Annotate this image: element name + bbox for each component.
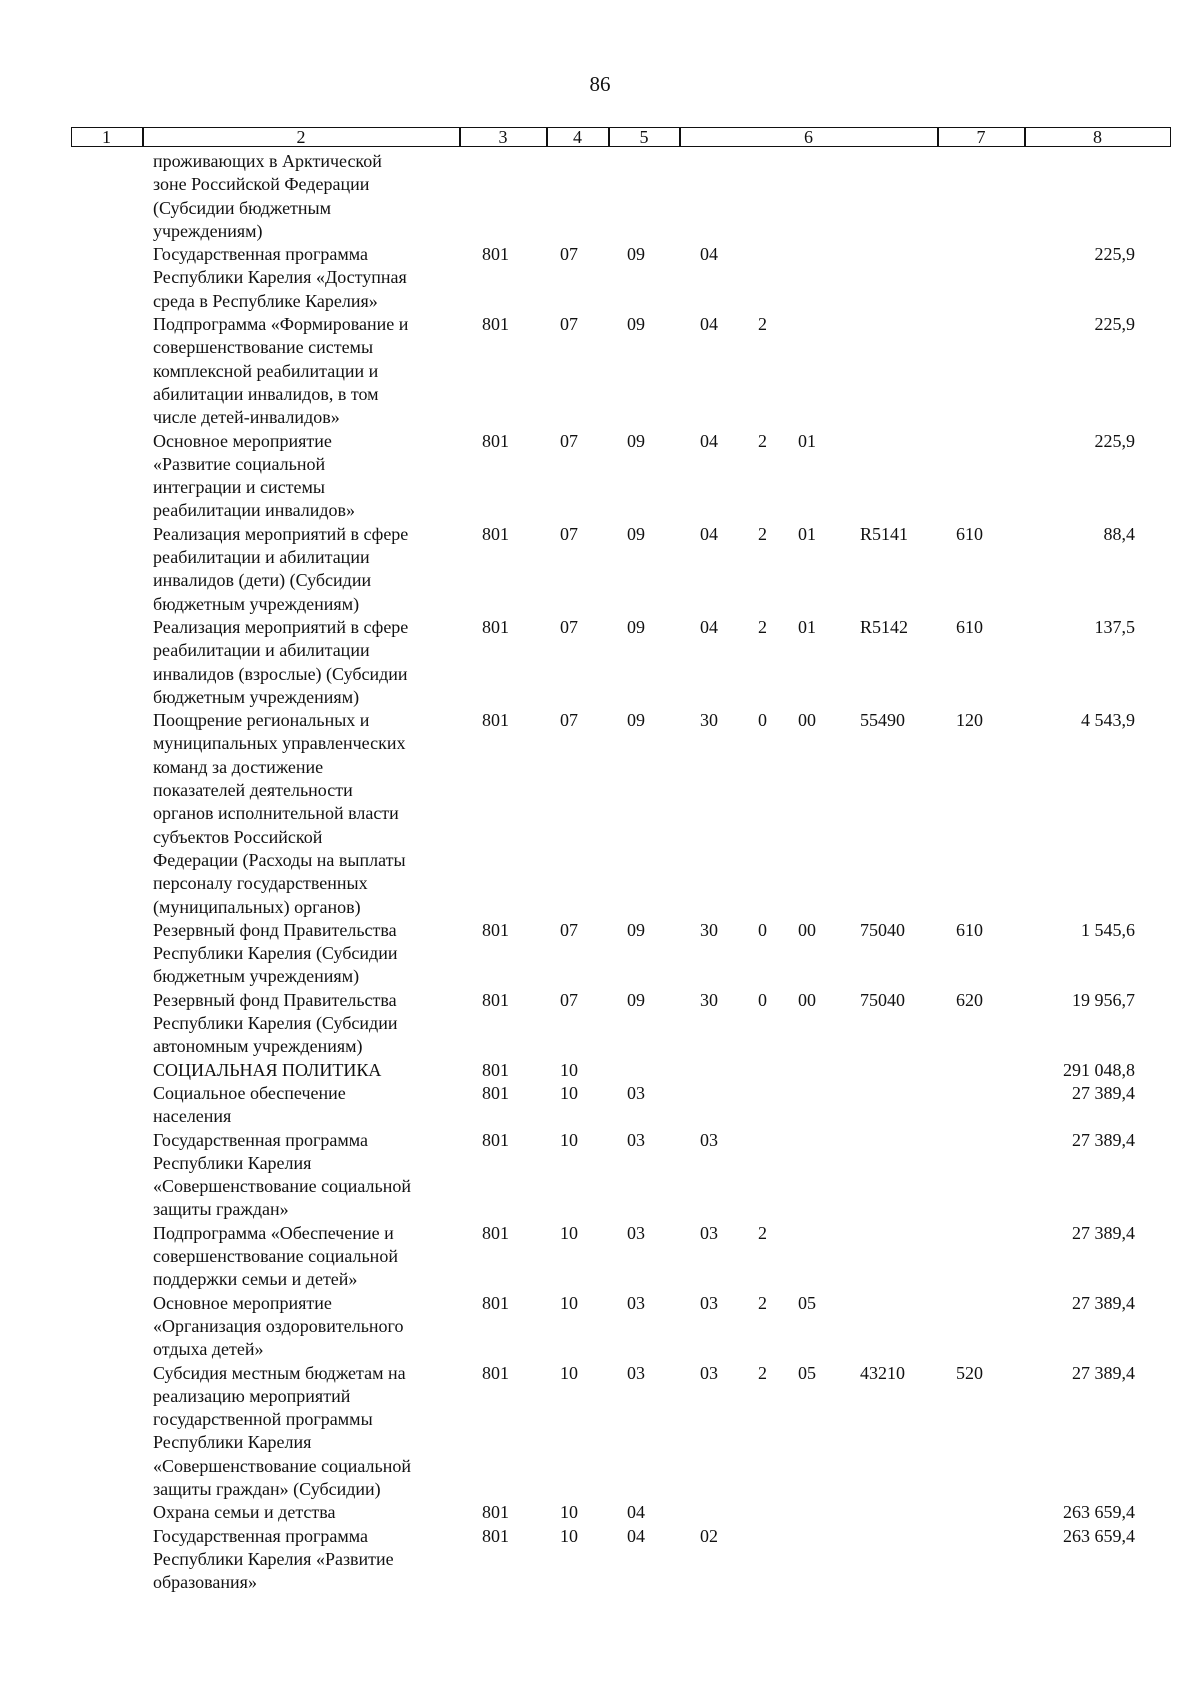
- row-description-line: отдыха детей»: [153, 1339, 264, 1360]
- cell-c6b: 2: [758, 617, 767, 637]
- cell-c3: 801: [482, 1525, 509, 1546]
- cell-c6c: 00: [798, 710, 816, 731]
- cell-c4: 10: [560, 1525, 578, 1546]
- cell-c5: 03: [627, 1292, 645, 1313]
- row-description-line: персоналу государственных: [153, 873, 368, 894]
- row-description-line: показателей деятельности: [153, 780, 353, 801]
- cell-c6d: 75040: [860, 919, 905, 940]
- cell-c6b: 2: [758, 1362, 767, 1383]
- cell-c4: 10: [560, 1362, 578, 1383]
- cell-c8: 225,9: [1094, 244, 1135, 265]
- cell-c8: 19 956,7: [1072, 989, 1135, 1010]
- row-description-line: инвалидов (взрослые) (Субсидии: [153, 663, 408, 684]
- cell-c7: 620: [956, 989, 983, 1010]
- cell-c3: 801: [482, 1059, 509, 1080]
- cell-c5: 09: [627, 244, 645, 265]
- table-header: [72, 127, 1172, 147]
- cell-c3: 801: [482, 1129, 509, 1150]
- cell-c8: 27 389,4: [1072, 1129, 1135, 1150]
- cell-c6a: 02: [700, 1525, 718, 1546]
- row-description-line: «Совершенствование социальной: [153, 1455, 411, 1476]
- cell-c5: 09: [627, 919, 645, 940]
- row-description-line: бюджетным учреждениям): [153, 966, 360, 987]
- row-description: [153, 1129, 453, 1222]
- row-description-line: среда в Республике Карелия»: [153, 290, 378, 311]
- cell-c3: 801: [482, 1222, 509, 1243]
- row-description-line: инвалидов (дети) (Субсидии: [153, 570, 372, 591]
- page-number: 86: [589, 72, 611, 96]
- row-description-line: «Организация оздоровительного: [153, 1315, 404, 1336]
- row-description-line: Реализация мероприятий в сфере: [153, 617, 409, 637]
- cell-c5: 04: [627, 1525, 645, 1546]
- cell-c8: 225,9: [1094, 314, 1135, 335]
- cell-c6b: 0: [758, 919, 767, 940]
- cell-c6a: 04: [700, 314, 718, 335]
- row-description: [153, 430, 453, 523]
- row-description-line: Реализация мероприятий в сфере: [153, 523, 409, 544]
- row-description-line: совершенствование системы: [153, 337, 374, 358]
- cell-c4: 10: [560, 1222, 578, 1243]
- cell-c4: 10: [560, 1502, 578, 1523]
- row-description: [153, 919, 453, 989]
- row-description-line: населения: [153, 1106, 232, 1127]
- row-description: [153, 1292, 453, 1362]
- cell-c7: 520: [956, 1362, 983, 1383]
- row-description: [153, 989, 453, 1059]
- cell-c8: 4 543,9: [1081, 710, 1135, 731]
- row-description-line: бюджетным учреждениям): [153, 593, 360, 614]
- cell-c8: 88,4: [1103, 523, 1135, 544]
- row-description: [153, 709, 453, 919]
- cell-c5: 03: [627, 1083, 645, 1103]
- cell-c6a: 04: [700, 244, 718, 265]
- row-description-line: Поощрение региональных и: [153, 710, 370, 731]
- row-description: [153, 1525, 453, 1595]
- cell-c6c: 00: [798, 919, 816, 940]
- row-description-line: числе детей-инвалидов»: [153, 407, 340, 428]
- cell-c6a: 04: [700, 430, 718, 451]
- row-description-line: абилитации инвалидов, в том: [153, 383, 379, 404]
- cell-c3: 801: [482, 1292, 509, 1313]
- cell-c4: 10: [560, 1129, 578, 1150]
- cell-c3: 801: [482, 523, 509, 544]
- cell-c4: 10: [560, 1059, 578, 1080]
- cell-c8: 27 389,4: [1072, 1292, 1135, 1313]
- cell-c6c: 01: [798, 523, 816, 544]
- header-col-7: 7: [938, 127, 1025, 147]
- cell-c5: 09: [627, 314, 645, 335]
- header-col-3: 3: [460, 127, 547, 147]
- row-description: [153, 243, 453, 313]
- cell-c6d: R5141: [860, 523, 909, 544]
- row-description: [153, 150, 453, 243]
- row-description: [153, 616, 453, 709]
- row-description-line: Государственная программа: [153, 1129, 368, 1150]
- row-description-line: Социальное обеспечение: [153, 1083, 346, 1103]
- row-description: [153, 1362, 453, 1502]
- header-col-8: 8: [1025, 127, 1171, 147]
- row-description-line: зоне Российской Федерации: [153, 174, 370, 195]
- cell-c6c: 05: [798, 1292, 816, 1313]
- cell-c5: 03: [627, 1362, 645, 1383]
- cell-c7: 610: [956, 617, 983, 637]
- cell-c6b: 2: [758, 523, 767, 544]
- cell-c6b: 0: [758, 989, 767, 1010]
- row-description-line: Республики Карелия «Развитие: [153, 1548, 394, 1569]
- row-description-line: учреждениям): [153, 220, 263, 241]
- cell-c3: 801: [482, 314, 509, 335]
- row-description-line: государственной программы: [153, 1409, 373, 1430]
- row-description-line: муниципальных управленческих: [153, 733, 406, 754]
- cell-c8: 137,5: [1094, 617, 1135, 637]
- row-description-line: Подпрограмма «Формирование и: [153, 314, 409, 335]
- row-description-line: защиты граждан» (Субсидии): [153, 1479, 381, 1500]
- cell-c5: 09: [627, 523, 645, 544]
- row-description-line: Республики Карелия «Доступная: [153, 267, 407, 288]
- row-description-line: Республики Карелия (Субсидии: [153, 943, 398, 964]
- cell-c4: 07: [560, 430, 578, 451]
- cell-c5: 09: [627, 710, 645, 731]
- cell-c6a: 04: [700, 617, 718, 637]
- row-description-line: Государственная программа: [153, 1525, 368, 1546]
- row-description-line: Государственная программа: [153, 244, 368, 265]
- row-description: [153, 523, 453, 616]
- row-description-line: интеграции и системы: [153, 477, 325, 498]
- row-description-line: субъектов Российской: [153, 826, 323, 847]
- cell-c6c: 01: [798, 430, 816, 451]
- cell-c3: 801: [482, 989, 509, 1010]
- row-description-line: Резервный фонд Правительства: [153, 919, 397, 940]
- cell-c8: 263 659,4: [1063, 1502, 1135, 1523]
- row-description-line: Резервный фонд Правительства: [153, 989, 397, 1010]
- cell-c3: 801: [482, 919, 509, 940]
- row-description-line: Субсидия местным бюджетам на: [153, 1362, 406, 1383]
- header-col-4: 4: [547, 127, 609, 147]
- row-description-line: реабилитации и абилитации: [153, 547, 370, 568]
- row-description: [153, 313, 453, 429]
- cell-c5: 09: [627, 989, 645, 1010]
- cell-c6a: 03: [700, 1292, 718, 1313]
- cell-c6b: 2: [758, 1292, 767, 1313]
- row-description-line: защиты граждан»: [153, 1199, 289, 1220]
- cell-c3: 801: [482, 710, 509, 731]
- cell-c5: 03: [627, 1129, 645, 1150]
- cell-c6b: 2: [758, 1222, 767, 1243]
- row-description-line: органов исполнительной власти: [153, 803, 399, 824]
- cell-c3: 801: [482, 1083, 509, 1103]
- cell-c6b: 0: [758, 710, 767, 731]
- row-description-line: бюджетным учреждениям): [153, 686, 360, 707]
- cell-c4: 07: [560, 523, 578, 544]
- cell-c6b: 2: [758, 314, 767, 335]
- cell-c6d: R5142: [860, 617, 909, 637]
- row-description-line: образования»: [153, 1572, 257, 1593]
- cell-c6a: 30: [700, 989, 718, 1010]
- cell-c6a: 03: [700, 1362, 718, 1383]
- row-description-line: проживающих в Арктической: [153, 151, 382, 171]
- cell-c7: 610: [956, 523, 983, 544]
- cell-c6c: 01: [798, 617, 816, 637]
- cell-c3: 801: [482, 1502, 509, 1523]
- cell-c4: 07: [560, 919, 578, 940]
- cell-c6a: 03: [700, 1129, 718, 1150]
- header-col-2: 2: [143, 127, 460, 147]
- cell-c6a: 30: [700, 919, 718, 940]
- cell-c8: 27 389,4: [1072, 1362, 1135, 1383]
- cell-c8: 291 048,8: [1063, 1059, 1135, 1080]
- cell-c4: 10: [560, 1083, 578, 1103]
- row-description-line: реализацию мероприятий: [153, 1385, 351, 1406]
- row-description-line: Республики Карелия (Субсидии: [153, 1013, 398, 1034]
- row-description-line: Основное мероприятие: [153, 1292, 332, 1313]
- row-description-line: совершенствование социальной: [153, 1246, 398, 1267]
- row-description-line: Федерации (Расходы на выплаты: [153, 849, 406, 870]
- row-description-line: реабилитации и абилитации: [153, 640, 370, 661]
- cell-c4: 07: [560, 617, 578, 637]
- cell-c7: 610: [956, 919, 983, 940]
- cell-c4: 07: [560, 244, 578, 265]
- cell-c3: 801: [482, 1362, 509, 1383]
- row-description-line: Республики Карелия: [153, 1152, 312, 1173]
- row-description-line: автономным учреждениям): [153, 1036, 363, 1057]
- cell-c6b: 2: [758, 430, 767, 451]
- cell-c7: 120: [956, 710, 983, 731]
- cell-c8: 27 389,4: [1072, 1222, 1135, 1243]
- cell-c6c: 05: [798, 1362, 816, 1383]
- cell-c6a: 03: [700, 1222, 718, 1243]
- cell-c3: 801: [482, 244, 509, 265]
- cell-c3: 801: [482, 430, 509, 451]
- row-description-line: Охрана семьи и детства: [153, 1502, 336, 1523]
- cell-c8: 225,9: [1094, 430, 1135, 451]
- row-description-line: реабилитации инвалидов»: [153, 500, 356, 521]
- row-description: [153, 1501, 453, 1524]
- cell-c6d: 55490: [860, 710, 905, 731]
- cell-c3: 801: [482, 617, 509, 637]
- row-description-line: (Субсидии бюджетным: [153, 197, 332, 218]
- cell-c5: 04: [627, 1502, 645, 1523]
- row-description-line: «Развитие социальной: [153, 453, 326, 474]
- cell-c6c: 00: [798, 989, 816, 1010]
- cell-c5: 09: [627, 430, 645, 451]
- cell-c6a: 30: [700, 710, 718, 731]
- cell-c4: 07: [560, 989, 578, 1010]
- row-description-line: Подпрограмма «Обеспечение и: [153, 1222, 394, 1243]
- row-description-line: поддержки семьи и детей»: [153, 1269, 358, 1290]
- header-col-1: 1: [71, 127, 143, 147]
- cell-c4: 07: [560, 710, 578, 731]
- header-col-5: 5: [609, 127, 680, 147]
- cell-c4: 07: [560, 314, 578, 335]
- row-description-line: (муниципальных) органов): [153, 896, 361, 917]
- cell-c4: 10: [560, 1292, 578, 1313]
- cell-c6d: 43210: [860, 1362, 905, 1383]
- row-description-line: Республики Карелия: [153, 1432, 312, 1453]
- row-description-line: СОЦИАЛЬНАЯ ПОЛИТИКА: [153, 1059, 382, 1080]
- row-description-line: команд за достижение: [153, 756, 324, 777]
- cell-c6a: 04: [700, 523, 718, 544]
- row-description-line: «Совершенствование социальной: [153, 1176, 411, 1197]
- row-description-line: комплексной реабилитации и: [153, 360, 379, 381]
- row-description: [153, 1059, 453, 1082]
- cell-c8: 263 659,4: [1063, 1525, 1135, 1546]
- cell-c5: 09: [627, 617, 645, 637]
- row-description: [153, 1222, 453, 1292]
- cell-c8: 27 389,4: [1072, 1083, 1135, 1103]
- cell-c6d: 75040: [860, 989, 905, 1010]
- row-description-line: Основное мероприятие: [153, 430, 332, 451]
- cell-c5: 03: [627, 1222, 645, 1243]
- header-col-6: 6: [680, 127, 938, 147]
- row-description: [153, 1082, 453, 1129]
- cell-c8: 1 545,6: [1081, 919, 1135, 940]
